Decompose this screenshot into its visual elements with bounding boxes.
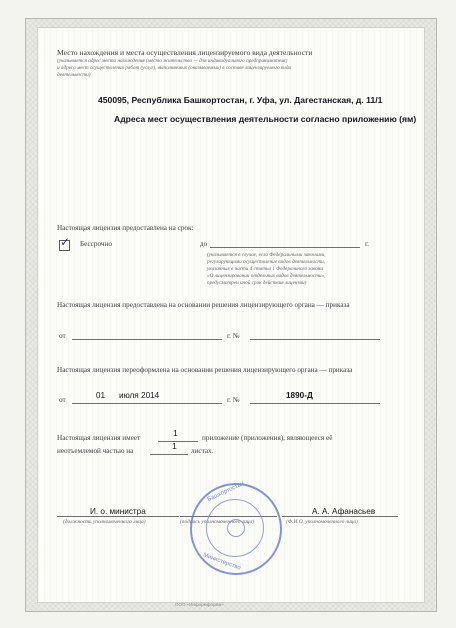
license-address: 450095, Республика Башкортостан, г. Уфа, ул. Дагестанская, д. 11/1 (98, 95, 383, 105)
until-prefix: до (200, 240, 208, 248)
location-note-line2: и адреса мест осуществления работ (услуг), выполняемых (оказываемых) в составе лицензируемого вида (57, 65, 292, 71)
term-note-line4: «О лицензировании отдельных видов деятельности», (207, 273, 326, 279)
coat-of-arms-icon (227, 519, 245, 537)
perpetual-checkbox[interactable] (59, 235, 71, 251)
appendix-line1-suffix: приложение (приложения), являющееся её (202, 434, 333, 442)
appendix-line2-suffix: листах. (191, 447, 214, 455)
position-caption: (должность уполномоченного лица) (63, 519, 146, 525)
appendix-count-line1 (158, 441, 198, 442)
basis-date-line (72, 339, 222, 340)
position-line (57, 516, 179, 517)
name-line (282, 516, 398, 517)
stamp-text-top: Башкортостан (206, 480, 246, 504)
reissue-number-line (250, 403, 380, 404)
name-caption: (Ф.И.О. уполномоченного лица) (286, 519, 358, 525)
reissue-number-value: 1890-Д (286, 391, 313, 400)
appendix-line1-prefix: Настоящая лицензия имеет (57, 434, 141, 442)
reissue-number-prefix: г. № (227, 396, 240, 404)
appendix-line2-prefix: неотъемлемой частью на (57, 447, 134, 455)
location-note-line3: деятельности) (57, 72, 91, 78)
signer-position: И. о. министра (90, 507, 146, 516)
printer-imprint: ООО «Информформа» (175, 602, 224, 607)
location-heading: Место нахождения и места осуществления лицензируемого вида деятельности (57, 48, 313, 57)
location-note-line1: (указывается адрес места нахождения (место жительства — для индивидуального предпринимателя) (57, 58, 288, 64)
until-suffix: г. (365, 240, 369, 248)
check-icon: ✓ (60, 235, 71, 249)
stamp-text-bottom: Министерство (202, 552, 242, 572)
reissue-date-line (72, 403, 222, 404)
reissue-date-day: 01 (96, 391, 106, 400)
basis-number-line (250, 339, 380, 340)
basis-number-prefix: г. № (227, 332, 240, 340)
basis-from-prefix: от (59, 332, 66, 340)
signature-caption: (подпись уполномоченного лица) (180, 519, 255, 525)
term-note-line1: (указывается в случае, если Федеральными законами, (207, 252, 326, 258)
reissue-from-prefix: от (59, 396, 66, 404)
term-note-line2: регулирующими осуществление видов деятельности, (207, 259, 326, 265)
stamp-inner-ring (206, 499, 264, 557)
perpetual-label: Бессрочно (80, 240, 112, 248)
term-note-line3: указанных в части 4 статьи 1 Федерального закона (207, 266, 323, 272)
appendix-count-2: 1 (172, 441, 177, 451)
until-date-line (210, 247, 360, 248)
appendix-count-1: 1 (173, 428, 178, 438)
signer-name: А. А. Афанасьев (312, 507, 376, 516)
term-label: Настоящая лицензия предоставлена на срок: (57, 224, 194, 232)
basis-label: Настоящая лицензия предоставлена на основании решения лицензирующего органа — приказа (57, 301, 350, 309)
official-stamp (190, 480, 282, 575)
reissue-label: Настоящая лицензия переоформлена на основании решения лицензирующего органа — приказа (57, 366, 353, 374)
appendix-count-line2 (150, 454, 188, 455)
term-note-line5: предусмотрен иной срок действия лицензии) (207, 280, 307, 286)
reissue-date-month-year: июля 2014 (119, 391, 160, 400)
activity-places-text: Адреса мест осуществления деятельности согласно приложению (ям) (114, 114, 417, 124)
